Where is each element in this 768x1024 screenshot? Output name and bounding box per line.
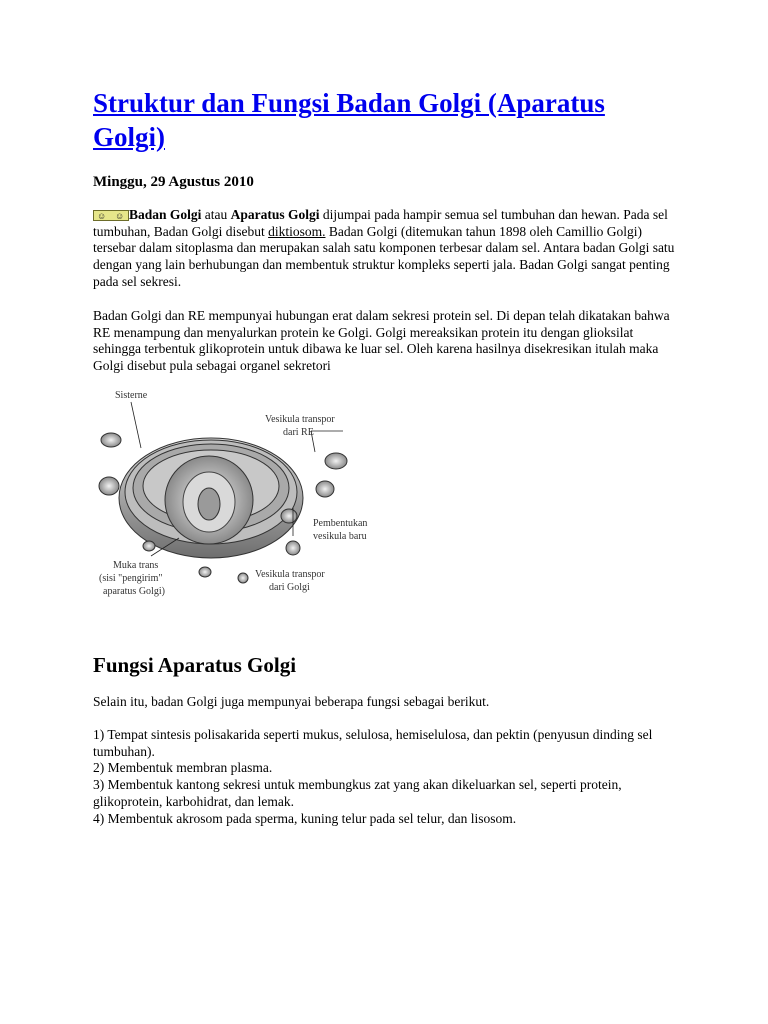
post-date: Minggu, 29 Agustus 2010: [93, 174, 254, 190]
paragraph-text-b: Badan Golgi (ditemukan tahun 1898 oleh Camillio Golgi) tersebar dalam sitoplasma dan merupakan salah satu komponen terbesar dalam sel. Antara badan Golgi satu dengan yang lain berhubungan dan membentuk struktur kompleks seperti jala. Badan Golgi sangat penting pada sel sekresi.: [93, 223, 675, 289]
list-item: 4) Membentuk akrosom pada sperma, kuning telur pada sel telur, dan lisosom.: [93, 810, 517, 826]
label-vesikula-re-2: dari RE: [283, 427, 314, 438]
label-muka-1: Muka trans: [113, 560, 159, 571]
label-pembentukan-1: Pembentukan: [313, 518, 368, 529]
label-vesikula-golgi-1: Vesikula transpor: [255, 569, 325, 580]
section-heading: Fungsi Aparatus Golgi: [93, 653, 297, 677]
term-badan-golgi: Badan Golgi: [129, 207, 202, 222]
functions-intro: Selain itu, badan Golgi juga mempunyai beberapa fungsi sebagai berikut.: [93, 694, 490, 709]
label-muka-3: aparatus Golgi): [103, 586, 165, 597]
label-muka-2: (sisi "pengirim": [99, 573, 163, 584]
text-atau: atau: [201, 207, 231, 222]
golgi-diagram: [93, 388, 393, 603]
label-vesikula-re-1: Vesikula transpor: [265, 414, 335, 425]
list-item: 2) Membentuk membran plasma.: [93, 760, 273, 776]
label-sisterne: Sisterne: [115, 390, 148, 401]
paragraph-intro: [93, 207, 683, 291]
label-vesikula-golgi-2: dari Golgi: [269, 582, 310, 593]
list-item: 3) Membentuk kantong sekresi untuk membungkus zat yang akan dikeluarkan sel, seperti protein, glikoprotein, karbohidrat, dan lemak.: [93, 777, 622, 809]
label-pembentukan-2: vesikula baru: [313, 531, 367, 542]
list-item: 1) Tempat sintesis polisakarida seperti mukus, selulosa, hemiselulosa, dan pektin (penyusun dinding sel tumbuhan).: [93, 727, 653, 759]
diktiosom-link[interactable]: diktiosom.: [268, 223, 326, 239]
article-title-link[interactable]: Struktur dan Fungsi Badan Golgi (Aparatus Golgi): [93, 88, 605, 152]
paragraph-text-a: dijumpai pada hampir semua sel tumbuhan dan hewan. Pada sel tumbuhan, Badan Golgi disebut: [93, 207, 668, 239]
paragraph-secretion: Badan Golgi dan RE mempunyai hubungan erat dalam sekresi protein sel. Di depan telah dikatakan bahwa RE menampung dan menyalurkan protein ke Golgi. Golgi mereaksikan protein itu dengan glioksilat sehingga terbentuk glikoprotein untuk dibawa ke luar sel. Oleh karena hasilnya disekresikan itulah maka Golgi disebut pula sebagai organel sekretori: [93, 308, 670, 374]
term-aparatus-golgi: Aparatus Golgi: [230, 207, 320, 222]
functions-list: [93, 727, 683, 827]
smiley-icon: ☺ ☺: [93, 210, 129, 221]
